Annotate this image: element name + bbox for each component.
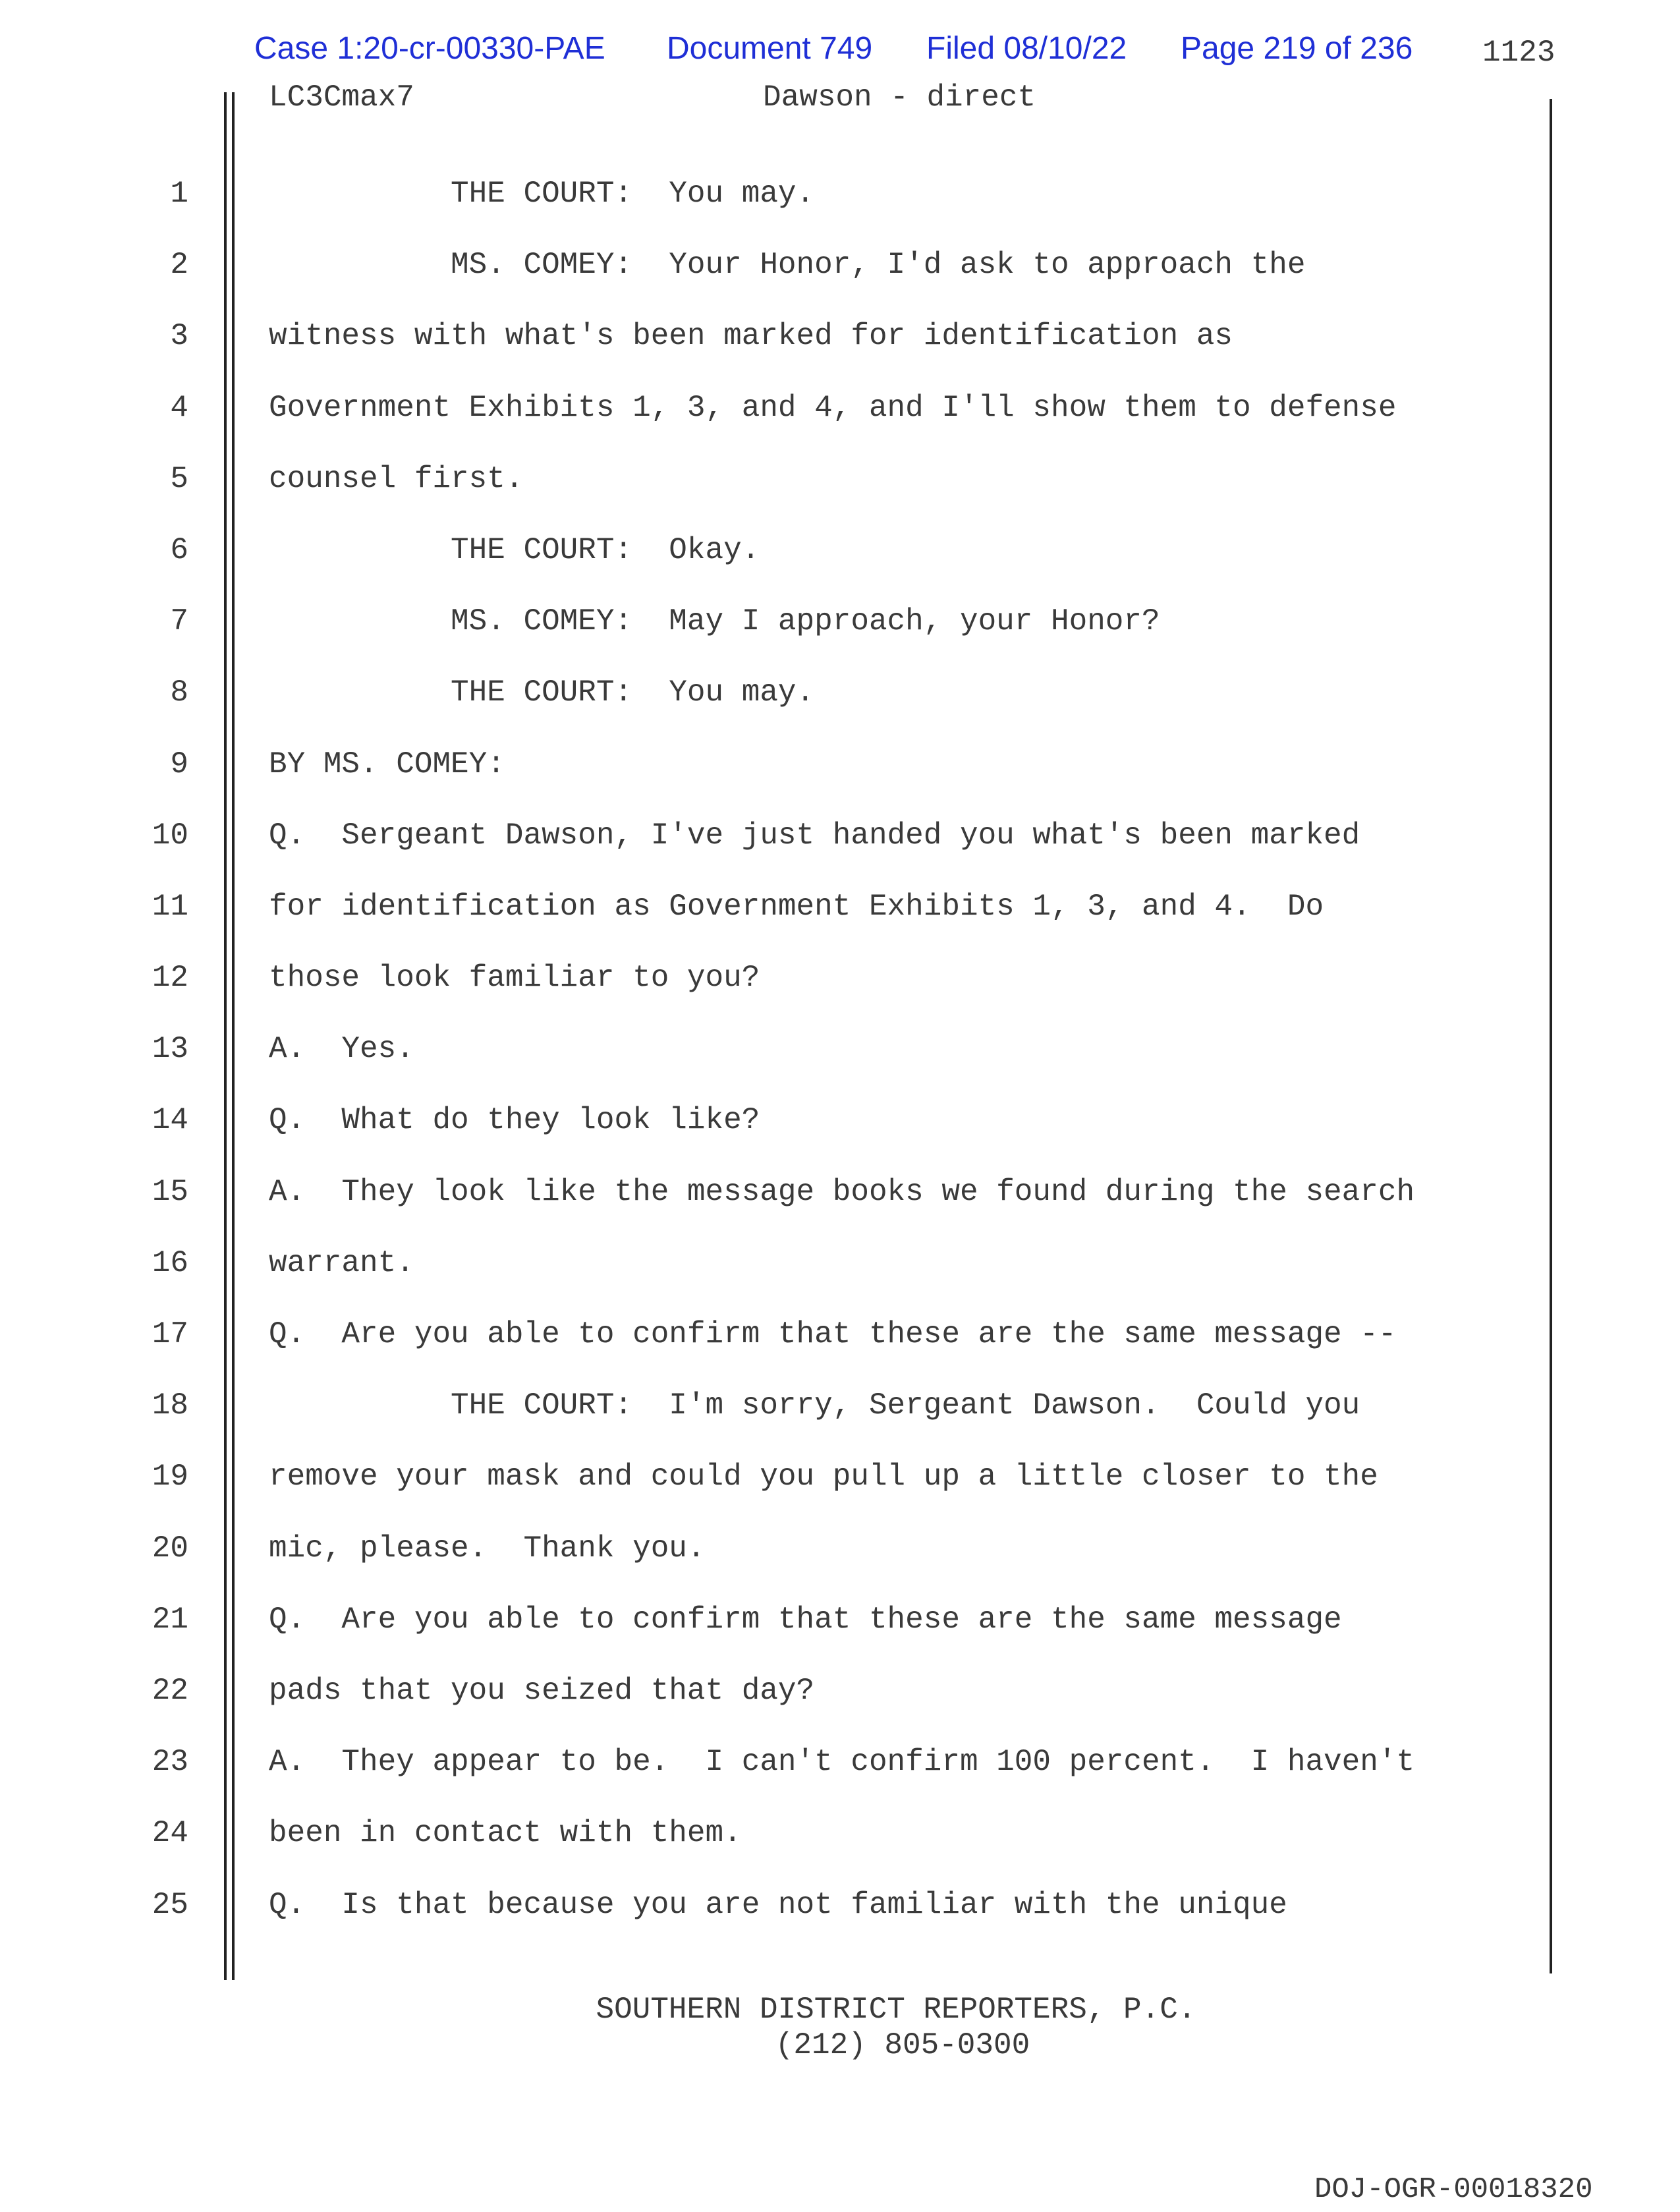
line-number: 10 xyxy=(152,818,188,853)
footer-phone: (212) 805-0300 xyxy=(775,2028,1030,2062)
line-number: 13 xyxy=(152,1032,188,1067)
line-text: A. They appear to be. I can't confirm 100 percent. I haven't xyxy=(269,1745,1415,1780)
transcript-line xyxy=(0,1596,1680,1667)
line-text: for identification as Government Exhibits 1, 3, and 4. Do xyxy=(269,889,1324,924)
line-text: BY MS. COMEY: xyxy=(269,747,505,781)
transcript-line xyxy=(0,954,1680,1025)
document-number: Document 749 xyxy=(667,31,873,66)
line-number: 19 xyxy=(152,1460,188,1494)
header-code: LC3Cmax7 xyxy=(269,80,414,115)
line-number: 21 xyxy=(152,1602,188,1637)
line-number: 11 xyxy=(152,889,188,924)
line-number: 15 xyxy=(152,1174,188,1209)
filed-date: Filed 08/10/22 xyxy=(926,31,1127,66)
transcript-line xyxy=(0,1239,1680,1311)
transcript-line xyxy=(0,1738,1680,1809)
line-text: Q. Is that because you are not familiar with the unique xyxy=(269,1887,1287,1922)
transcript-line xyxy=(0,455,1680,526)
transcript-line xyxy=(0,883,1680,954)
line-number: 1 xyxy=(170,177,188,211)
case-number: Case 1:20-cr-00330-PAE xyxy=(254,31,605,66)
line-number: 7 xyxy=(170,604,188,639)
line-number: 9 xyxy=(170,747,188,781)
line-text: pads that you seized that day? xyxy=(269,1673,815,1708)
page-count: Page 219 of 236 xyxy=(1181,31,1413,66)
line-text: THE COURT: Okay. xyxy=(269,532,760,567)
line-text: THE COURT: I'm sorry, Sergeant Dawson. Could you xyxy=(269,1388,1360,1423)
bates-number: DOJ-OGR-00018320 xyxy=(1314,2173,1593,2206)
line-number: 23 xyxy=(152,1745,188,1780)
transcript-line xyxy=(0,1168,1680,1239)
line-text: Government Exhibits 1, 3, and 4, and I'll show them to defense xyxy=(269,390,1397,425)
transcript-line xyxy=(0,1667,1680,1738)
transcript-line xyxy=(0,1311,1680,1382)
line-number: 22 xyxy=(152,1673,188,1708)
transcript-line xyxy=(0,812,1680,883)
line-text: THE COURT: You may. xyxy=(269,675,815,710)
line-number: 6 xyxy=(170,532,188,567)
line-text: Q. Are you able to confirm that these are the same message xyxy=(269,1602,1342,1637)
transcript-line xyxy=(0,526,1680,598)
transcript-line xyxy=(0,1382,1680,1453)
line-text: warrant. xyxy=(269,1245,414,1280)
line-text: mic, please. Thank you. xyxy=(269,1531,706,1566)
line-number: 14 xyxy=(152,1103,188,1138)
transcript-line xyxy=(0,312,1680,383)
transcript-line xyxy=(0,384,1680,455)
line-number: 5 xyxy=(170,461,188,496)
line-number: 4 xyxy=(170,390,188,425)
line-text: THE COURT: You may. xyxy=(269,177,815,211)
transcript-line xyxy=(0,1881,1680,1952)
line-number: 2 xyxy=(170,248,188,283)
line-text: those look familiar to you? xyxy=(269,961,760,996)
line-text: MS. COMEY: Your Honor, I'd ask to approach the xyxy=(269,248,1306,283)
line-number: 17 xyxy=(152,1317,188,1351)
transcript-line xyxy=(0,1025,1680,1096)
footer-reporter: SOUTHERN DISTRICT REPORTERS, P.C. xyxy=(596,1993,1196,2027)
transcript-line xyxy=(0,1809,1680,1881)
transcript-line xyxy=(0,1453,1680,1524)
line-number: 18 xyxy=(152,1388,188,1423)
line-number: 3 xyxy=(170,319,188,354)
transcript-line xyxy=(0,741,1680,812)
transcript-line xyxy=(0,170,1680,241)
transcript-line xyxy=(0,669,1680,740)
transcript-body xyxy=(0,170,1680,1952)
line-text: Q. Sergeant Dawson, I've just handed you what's been marked xyxy=(269,818,1360,853)
transcript-line xyxy=(0,598,1680,669)
line-text: remove your mask and could you pull up a little closer to the xyxy=(269,1460,1378,1494)
line-text: been in contact with them. xyxy=(269,1816,742,1851)
line-text: Q. What do they look like? xyxy=(269,1103,760,1138)
line-text: A. Yes. xyxy=(269,1032,414,1067)
line-number: 25 xyxy=(152,1887,188,1922)
line-number: 12 xyxy=(152,961,188,996)
line-number: 16 xyxy=(152,1245,188,1280)
line-number: 24 xyxy=(152,1816,188,1851)
filing-stamp xyxy=(0,30,1680,70)
line-text: witness with what's been marked for identification as xyxy=(269,319,1233,354)
line-text: A. They look like the message books we found during the search xyxy=(269,1174,1415,1209)
transcript-page-number: 1123 xyxy=(1482,36,1555,70)
transcript-line xyxy=(0,241,1680,312)
line-number: 20 xyxy=(152,1531,188,1566)
line-number: 8 xyxy=(170,675,188,710)
header-title: Dawson - direct xyxy=(763,80,1036,115)
transcript-line xyxy=(0,1096,1680,1168)
line-text: counsel first. xyxy=(269,461,524,496)
line-text: MS. COMEY: May I approach, your Honor? xyxy=(269,604,1160,639)
transcript-line xyxy=(0,1525,1680,1596)
line-text: Q. Are you able to confirm that these are the same message -- xyxy=(269,1317,1397,1351)
